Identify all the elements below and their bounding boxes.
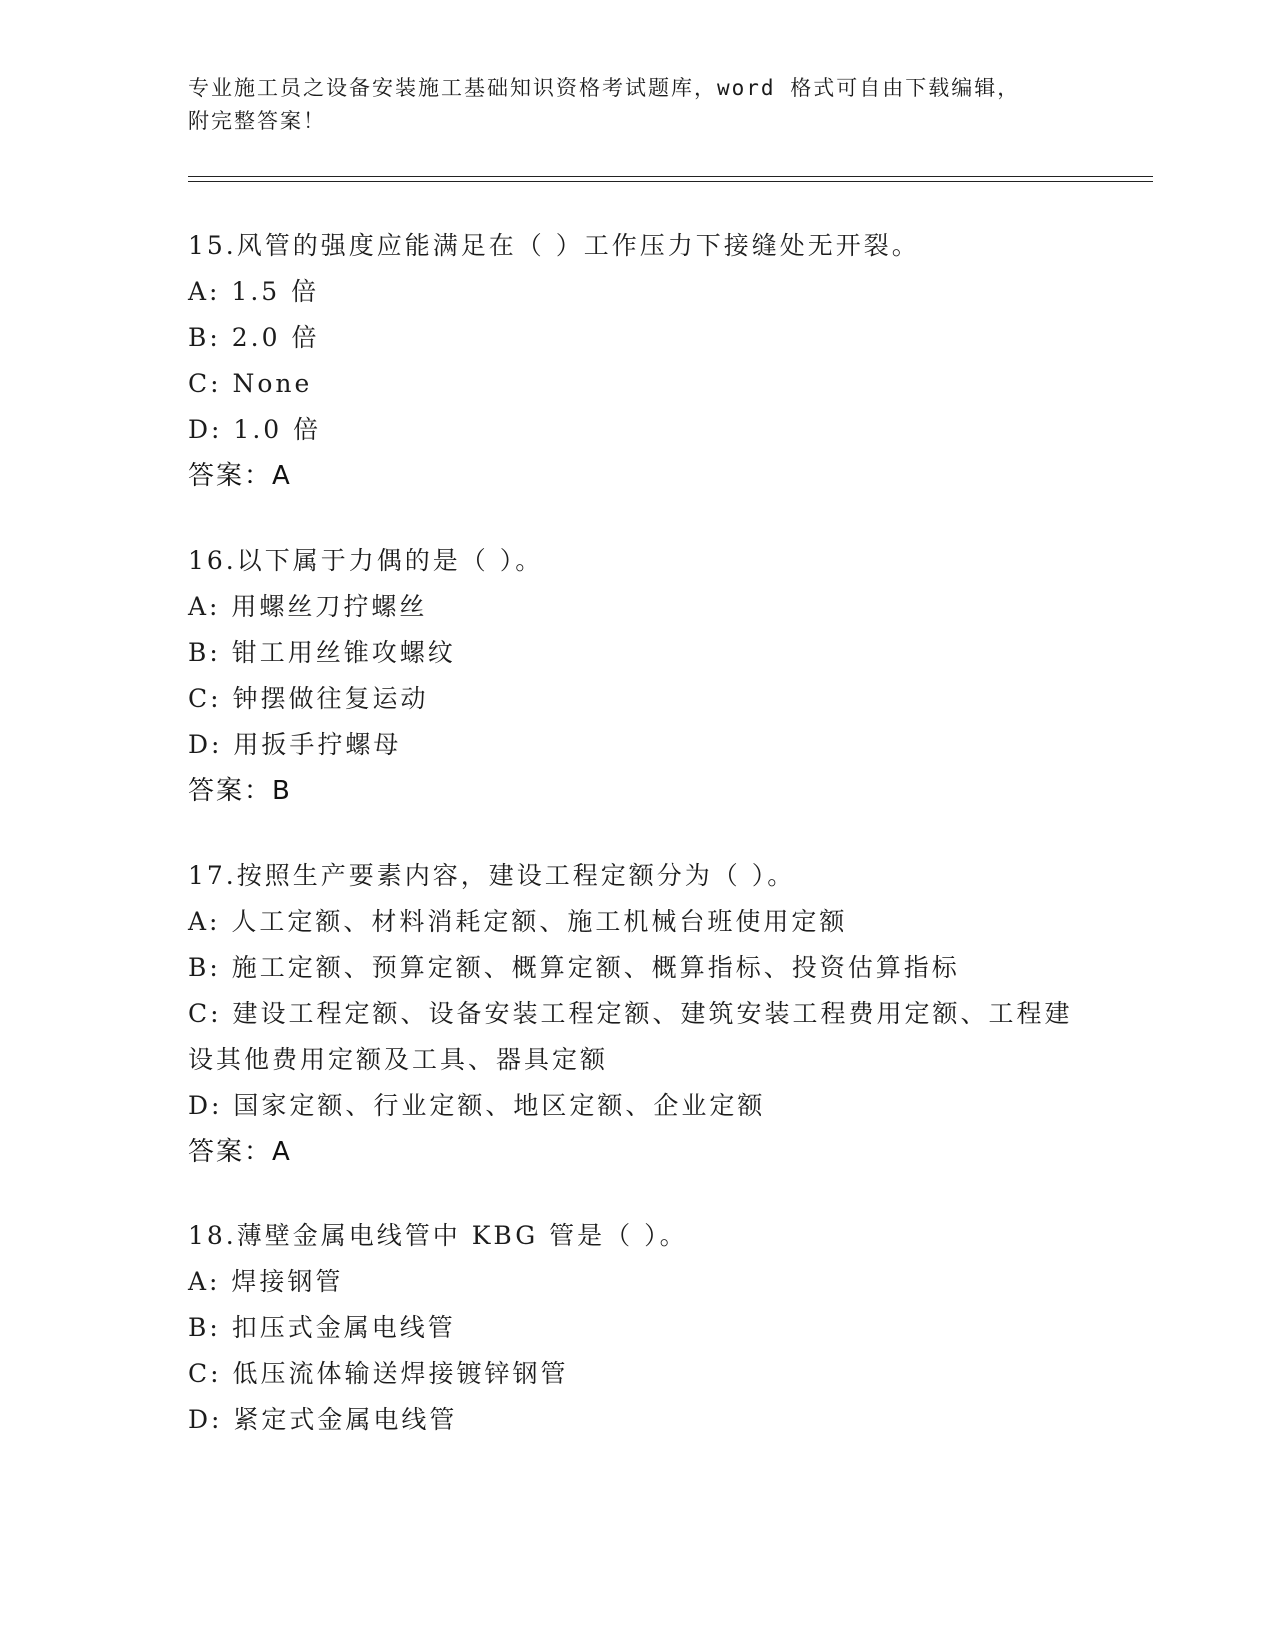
- option-d: D: 1.0 倍: [188, 415, 322, 444]
- option-b: B: 扣压式金属电线管: [188, 1313, 456, 1342]
- question-18: [188, 1213, 1148, 1443]
- answer-label: 答案：A: [188, 1137, 292, 1167]
- answer-label: 答案：A: [188, 461, 292, 491]
- question-stem: 16.以下属于力偶的是（ ）。: [188, 546, 544, 575]
- option-a: A: 1.5 倍: [188, 277, 320, 306]
- option-b: B: 施工定额、预算定额、概算定额、概算指标、投资估算指标: [188, 953, 960, 982]
- option-a: A: 用螺丝刀拧螺丝: [188, 592, 428, 621]
- answer-label: 答案：B: [188, 776, 292, 806]
- option-a: A: 焊接钢管: [188, 1267, 344, 1296]
- header-line-2: 附完整答案！: [188, 109, 326, 133]
- header-divider-bottom: [188, 181, 1153, 182]
- option-d: D: 用扳手拧螺母: [188, 730, 402, 759]
- option-d: D: 国家定额、行业定额、地区定额、企业定额: [188, 1091, 766, 1120]
- question-stem: 15.风管的强度应能满足在（ ）工作压力下接缝处无开裂。: [188, 231, 920, 260]
- option-c: C: 建设工程定额、设备安装工程定额、建筑安装工程费用定额、工程建设其他费用定额及工具、器具定额: [188, 999, 1073, 1074]
- header-divider-top: [188, 176, 1153, 177]
- option-c: C: 钟摆做往复运动: [188, 684, 429, 713]
- question-stem: 18.薄壁金属电线管中 KBG 管是（ ）。: [188, 1221, 688, 1250]
- question-15: [188, 223, 1148, 499]
- option-b: B: 钳工用丝锥攻螺纹: [188, 638, 456, 667]
- question-16: [188, 538, 1148, 814]
- option-a: A: 人工定额、材料消耗定额、施工机械台班使用定额: [188, 907, 848, 936]
- option-b: B: 2.0 倍: [188, 323, 320, 352]
- question-17: [188, 853, 1148, 1175]
- document-header: [188, 72, 1088, 138]
- header-line-1: 专业施工员之设备安装施工基础知识资格考试题库，word 格式可自由下载编辑，: [188, 76, 1021, 100]
- question-stem: 17.按照生产要素内容，建设工程定额分为（ ）。: [188, 861, 796, 890]
- option-c: C: None: [188, 369, 313, 398]
- option-d: D: 紧定式金属电线管: [188, 1405, 458, 1434]
- option-c: C: 低压流体输送焊接镀锌钢管: [188, 1359, 569, 1388]
